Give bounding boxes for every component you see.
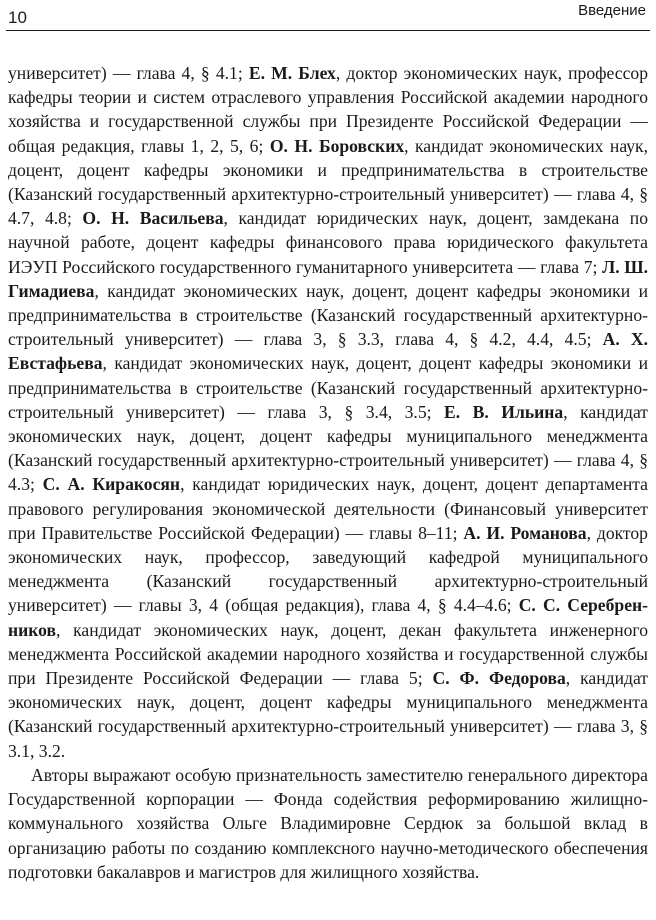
author-name: О. Н. Васильева	[82, 208, 224, 229]
author-name: Л. Ш. Гимадиева	[8, 256, 648, 301]
author-name: Е. В. Ильина	[444, 401, 564, 422]
author-name: О. Н. Боровских	[269, 135, 405, 156]
author-details: , кандидат экономических наук, доцент, доцент кафедры муниципального менеджмента (Казанский государственный архитектурно-строительный университет) — глава 4, § 4.3;	[8, 401, 648, 495]
author-details: , кандидат экономических наук, доцент, декан факультета инженерного менеджмента Российской академии народного хозяйства и государственной службы при Президенте Российской Федерации — глава 5;	[8, 619, 648, 689]
running-head: Введение	[578, 2, 646, 19]
author-details: , доктор экономических наук, профессор, заведующий кафедрой муниципального менеджмента (Казанский государственный архитектурно-строительный университет) — главы 3, 4 (общая редакция), глава 4, § 4.4–4.6;	[8, 522, 648, 616]
author-name: А. Х. Евстафьева	[8, 329, 648, 374]
author-details: университет) — глава 4, § 4.1;	[8, 63, 249, 83]
author-details: , кандидат юридических наук, доцент, замдекана по научной работе, доцент кафедры финансового права юридического факультета ИЭУП Российского государственного гуманитарного университета — глава 7;	[8, 208, 648, 277]
body-text	[8, 61, 648, 884]
authors-paragraph	[8, 61, 648, 763]
header-rule	[6, 30, 650, 31]
author-name: С. Ф. Федорова	[432, 668, 566, 689]
acknowledgement-paragraph: Авторы выражают особую признательность заместителю генерального директора Государственной корпорации — Фонда содействия реформированию жилищно-коммунального хозяйства Ольге Владимировне Сердюк за большой вклад в организацию работы по созданию комплексного научно-методического обеспечения подготовки бакалавров и магистров для жилищного хозяйства.	[8, 764, 648, 882]
author-details: , кандидат экономических наук, доцент, доцент кафедры экономики и предпринимательства в строительстве (Казанский государственный архитектурно-строительный университет) — глава 3, § 3.4, 3.5;	[8, 353, 648, 422]
page-number: 10	[8, 8, 27, 27]
author-details: , кандидат экономических наук, доцент, доцент кафедры экономики и предпринимательства в строительстве (Казанский государственный архитектурно-строительный университет) — глава 3, § 3.3, глава 4, § 4.2, 4.4, 4.5;	[8, 280, 648, 350]
author-name: С. А. Киракосян	[42, 474, 181, 495]
author-name: Е. М. Блех	[248, 63, 336, 83]
author-name: С. С. Серебренников	[8, 595, 649, 640]
author-details: , кандидат юридических наук, доцент, доцент департамента правового регулирования экономической деятельности (Финансовый университет при Правительстве Российской Федерации) — главы 8–11;	[8, 474, 648, 543]
author-details: , кандидат экономических наук, доцент, доцент кафедры экономики и предпринимательства в строительстве (Казанский государственный архитектурно-строительный университет) — глава 4, § 4.7, 4.8;	[8, 135, 648, 229]
author-details: , кандидат экономических наук, доцент, доцент кафедры муниципального менеджмента (Казанский государственный архитектурно-строительный университет) — глава 3, § 3.1, 3.2.	[8, 668, 648, 761]
author-name: А. И. Романова	[463, 522, 587, 543]
author-details: , доктор экономических наук, профессор кафедры теории и систем отраслевого управления Российской академии народного хозяйства и государственной службы при Президенте Российской Федерации — общая редакция, главы 1, 2, 5, 6;	[8, 63, 648, 156]
